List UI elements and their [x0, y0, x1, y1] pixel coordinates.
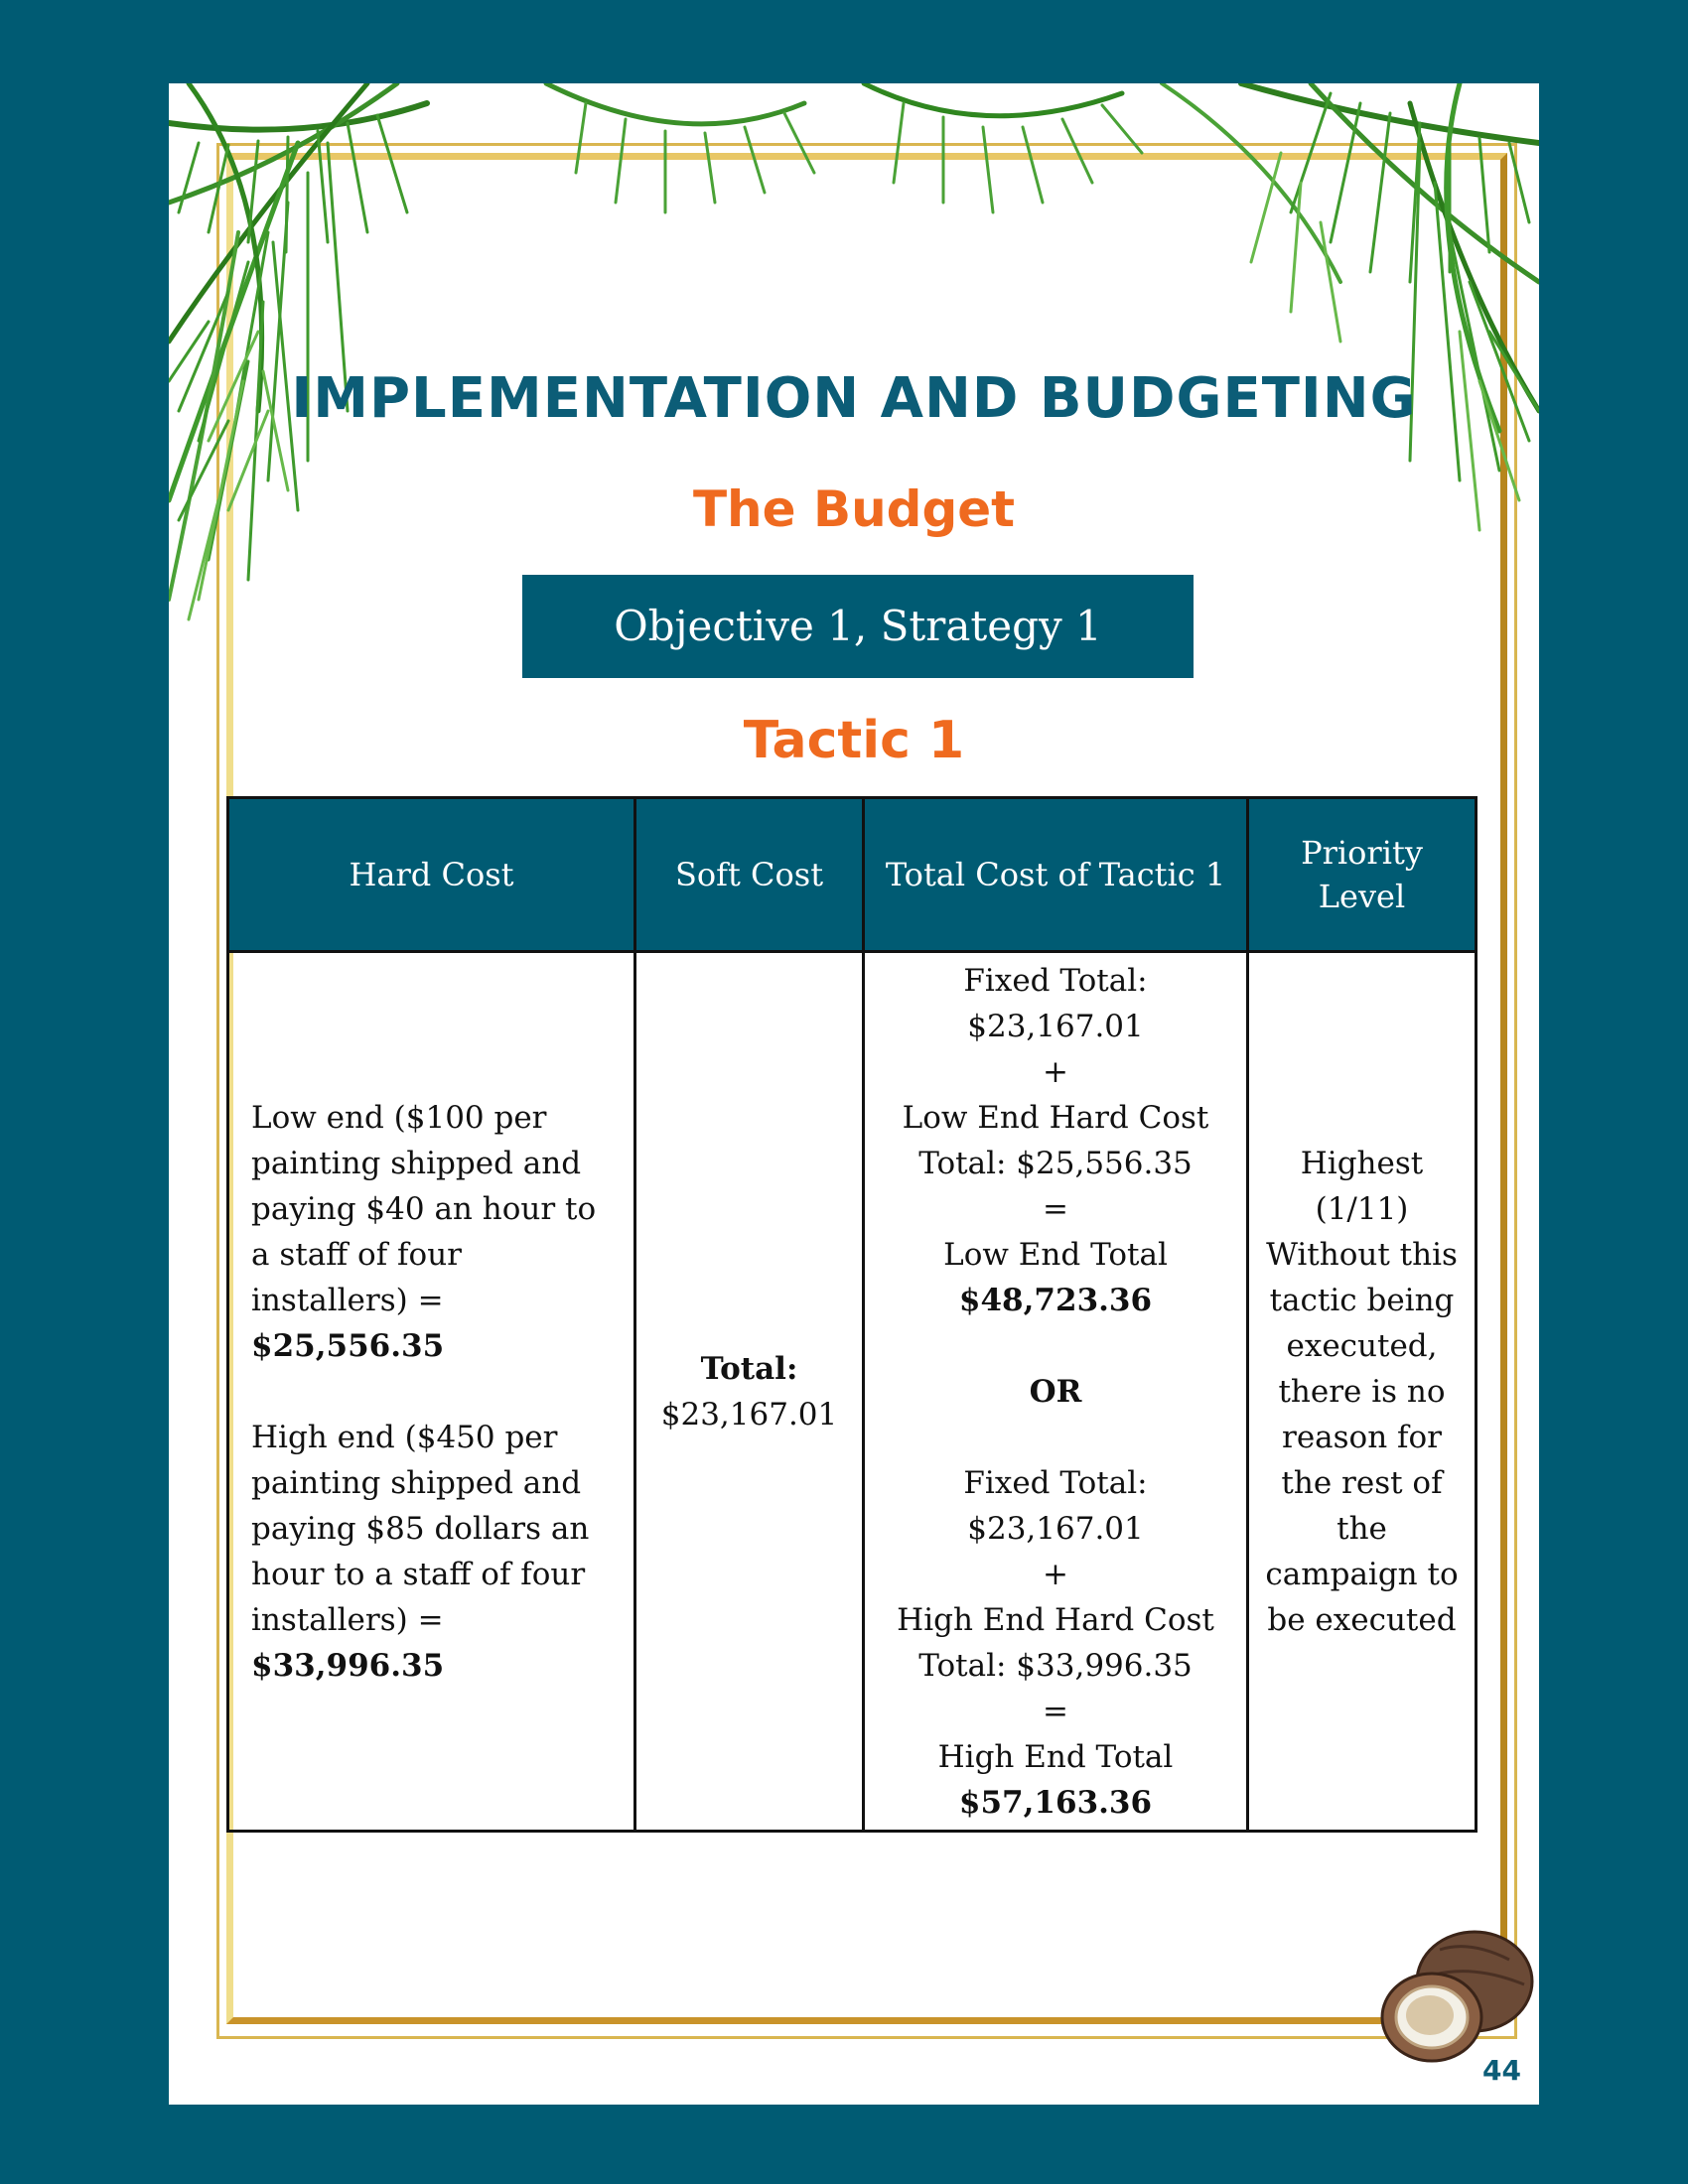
high-end-total-value: $57,163.36: [958, 1784, 1153, 1821]
high-fixed-total: Fixed Total: $23,167.01: [963, 1464, 1148, 1547]
plus-sign: +: [1043, 1556, 1068, 1592]
low-end-total-value: $48,723.36: [958, 1282, 1153, 1318]
budget-table: [226, 796, 1477, 1833]
header-soft-cost: Soft Cost: [635, 798, 864, 952]
low-end-total-label: Low End Total: [943, 1236, 1168, 1273]
tactic-heading: Tactic 1: [743, 711, 965, 770]
hard-cost-low-value: $25,556.35: [251, 1327, 445, 1364]
soft-cost-label: Total:: [700, 1350, 798, 1387]
section-subtitle: The Budget: [692, 480, 1016, 538]
objective-banner: Objective 1, Strategy 1: [522, 575, 1194, 678]
page-number: 44: [1482, 2054, 1521, 2087]
plus-sign: +: [1043, 1053, 1068, 1090]
hard-cost-cell: [228, 952, 635, 1832]
document-page: [169, 83, 1539, 2105]
equals-sign: =: [1043, 1693, 1068, 1729]
soft-cost-value: $23,167.01: [660, 1396, 838, 1433]
soft-cost-cell: [635, 952, 864, 1832]
table-header-row: [228, 798, 1477, 952]
header-priority-level: Priority Level: [1248, 798, 1477, 952]
header-hard-cost: Hard Cost: [228, 798, 635, 952]
hard-cost-high-value: $33,996.35: [251, 1647, 445, 1684]
high-end-total-label: High End Total: [937, 1738, 1174, 1775]
priority-note: Without this tactic being executed, there is no reason for the rest of the campaign to be executed: [1265, 1236, 1459, 1638]
low-hard-cost-total: Low End Hard Cost Total: $25,556.35: [902, 1099, 1209, 1181]
table-row: [228, 952, 1477, 1832]
hard-cost-high-text: High end ($450 per painting shipped and paying $85 dollars an hour to a staff of four installers) =: [251, 1419, 590, 1638]
or-separator: OR: [1029, 1373, 1082, 1410]
hard-cost-low-text: Low end ($100 per painting shipped and paying $40 an hour to a staff of four installers) =: [251, 1099, 597, 1318]
equals-sign: =: [1043, 1190, 1068, 1227]
page-title: IMPLEMENTATION AND BUDGETING: [291, 366, 1417, 431]
palm-leaves-decoration: [169, 83, 1539, 639]
priority-cell: [1248, 952, 1477, 1832]
header-total-cost: Total Cost of Tactic 1: [864, 798, 1248, 952]
total-cost-cell: [864, 952, 1248, 1832]
priority-level: Highest: [1300, 1145, 1424, 1181]
high-hard-cost-total: High End Hard Cost Total: $33,996.35: [897, 1601, 1214, 1684]
coconut-icon: [1370, 1920, 1539, 2069]
hard-cost-high: [251, 1415, 614, 1689]
priority-rank: (1/11): [1315, 1190, 1409, 1227]
low-fixed-total: Fixed Total: $23,167.01: [963, 962, 1148, 1044]
hard-cost-low: [251, 1095, 614, 1369]
